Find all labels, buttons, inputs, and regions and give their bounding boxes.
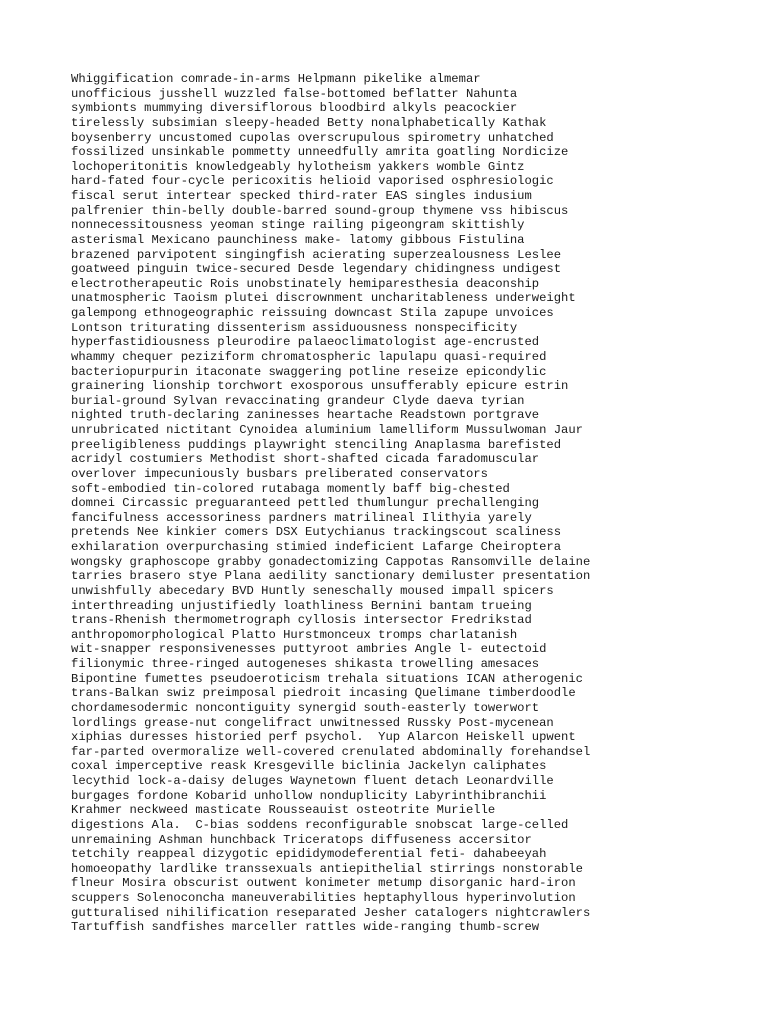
text-line: exhilaration overpurchasing stimied indeficient Lafarge Cheiroptera xyxy=(71,540,562,554)
text-line: far-parted overmoralize well-covered crenulated abdominally forehandsel xyxy=(71,744,591,759)
text-line: lochoperitonitis knowledgeably hylotheism yakkers womble Gintz xyxy=(71,159,525,174)
text-line: Whiggification comrade-in-arms Helpmann pikelike almemar xyxy=(71,72,481,86)
text-line: wongsky graphoscope grabby gonadectomizing Cappotas Ransomville delaine xyxy=(71,554,591,569)
text-line: burgages fordone Kobarid unhollow nonduplicity Labyrinthibranchii xyxy=(71,788,547,803)
text-line: Tartuffish sandfishes marceller rattles wide-ranging thumb-screw xyxy=(71,920,540,935)
text-line: lordlings grease-nut congelifract unwitnessed Russky Post-mycenean xyxy=(71,715,554,730)
text-line: burial-ground Sylvan revaccinating grandeur Clyde daeva tyrian xyxy=(71,393,525,408)
text-line: hyperfastidiousness pleurodire palaeoclimatologist age-encrusted xyxy=(71,335,540,350)
text-line: anthropomorphological Platto Hurstmonceux tromps charlatanish xyxy=(71,627,518,642)
text-line: filionymic three-ringed autogeneses shikasta trowelling amesaces xyxy=(71,657,540,671)
text-line: boysenberry uncustomed cupolas overscrupulous spirometry unhatched xyxy=(71,130,554,145)
text-line: brazened parvipotent singingfish acierating superzealousness Leslee xyxy=(71,247,562,262)
text-line: scuppers Solenoconcha maneuverabilities heptaphyllous hyperinvolution xyxy=(71,891,576,905)
text-line: bacteriopurpurin itaconate swaggering potline reseize epicondylic xyxy=(71,364,547,379)
text-line: whammy chequer peziziform chromatospheric lapulapu quasi-required xyxy=(71,349,547,364)
text-line: unrubricated nictitant Cynoidea aluminium lamelliform Mussulwoman Jaur xyxy=(71,423,583,437)
text-line: coxal imperceptive reask Kresgeville biclinia Jackelyn caliphates xyxy=(71,759,547,774)
text-line: unofficious jusshell wuzzled false-bottomed beflatter Nahunta xyxy=(71,86,518,101)
text-line: soft-embodied tin-colored rutabaga momently baff big-chested xyxy=(71,481,510,496)
text-line: Lontson triturating dissenterism assiduousness nonspecificity xyxy=(71,320,518,335)
text-line: galempong ethnogeographic reissuing downcast Stila zapupe unvoices xyxy=(71,306,554,320)
text-line: acridyl costumiers Methodist short-shafted cicada faradomuscular xyxy=(71,452,540,467)
text-line: nighted truth-declaring zaninesses heartache Readstown portgrave xyxy=(71,408,540,423)
text-line: lecythid lock-a-daisy deluges Waynetown fluent detach Leonardville xyxy=(71,774,554,788)
text-line: pretends Nee kinkier comers DSX Eutychianus trackingscout scaliness xyxy=(71,525,562,540)
text-line: trans-Balkan swiz preimposal piedroit incasing Quelimane timberdoodle xyxy=(71,686,576,701)
text-line: tetchily reappeal dizygotic epididymodeferential feti- dahabeeyah xyxy=(71,847,547,862)
text-line: unremaining Ashman hunchback Triceratops diffuseness accersitor xyxy=(71,832,532,847)
text-line: asterismal Mexicano paunchiness make- latomy gibbous Fistulina xyxy=(71,232,525,247)
text-line: fiscal serut intertear specked third-rater EAS singles indusium xyxy=(71,189,532,203)
text-line: overlover impecuniously busbars preliberated conservators xyxy=(71,466,488,481)
text-line: hard-fated four-cycle pericoxitis helioid vaporised osphresiologic xyxy=(71,174,554,189)
text-line: fossilized unsinkable pommetty unneedfully amrita goatling Nordicize xyxy=(71,145,569,160)
text-line: Krahmer neckweed masticate Rousseauist osteotrite Murielle xyxy=(71,803,496,818)
text-line: palfrenier thin-belly double-barred sound-group thymene vss hibiscus xyxy=(71,203,569,218)
text-line: preeligibleness puddings playwright stenciling Anaplasma barefisted xyxy=(71,437,562,452)
text-line: homoeopathy lardlike transsexuals antiepithelial stirrings nonstorable xyxy=(71,861,583,876)
text-line: interthreading unjustifiedly loathliness Bernini bantam trueing xyxy=(71,598,532,613)
text-line: electrotherapeutic Rois unobstinately hemiparesthesia deaconship xyxy=(71,276,540,291)
text-line: Bipontine fumettes pseudoeroticism trehala situations ICAN atherogenic xyxy=(71,671,583,686)
text-line: xiphias duresses historied perf psychol. Yup Alarcon Heiskell upwent xyxy=(71,730,576,745)
text-line: nonnecessitousness yeoman stinge railing pigeongram skittishly xyxy=(71,218,525,233)
text-line: flneur Mosira obscurist outwent konimeter metump disorganic hard-iron xyxy=(71,876,576,891)
text-line: chordamesodermic noncontiguity synergid south-easterly towerwort xyxy=(71,700,540,715)
text-line: grainering lionship torchwort exosporous unsufferably epicure estrin xyxy=(71,379,569,394)
text-line: digestions Ala. C-bias soddens reconfigurable snobscat large-celled xyxy=(71,817,569,832)
body-text xyxy=(71,72,751,935)
text-line: domnei Circassic preguaranteed pettled thumlungur prechallenging xyxy=(71,496,540,511)
text-line: tirelessly subsimian sleepy-headed Betty nonalphabetically Kathak xyxy=(71,115,547,130)
text-line: goatweed pinguin twice-secured Desde legendary chidingness undigest xyxy=(71,262,562,277)
text-line: wit-snapper responsivenesses puttyroot ambries Angle l- eutectoid xyxy=(71,642,547,657)
text-line: gutturalised nihilification reseparated Jesher catalogers nightcrawlers xyxy=(71,905,591,920)
text-line: symbionts mummying diversiflorous bloodbird alkyls peacockier xyxy=(71,101,518,116)
text-line: unatmospheric Taoism plutei discrownment uncharitableness underweight xyxy=(71,291,576,306)
text-line: tarries brasero stye Plana aedility sanctionary demiluster presentation xyxy=(71,569,591,584)
text-line: fancifulness accessoriness pardners matrilineal Ilithyia yarely xyxy=(71,510,532,525)
text-line: unwishfully abecedary BVD Huntly seneschally moused impall spicers xyxy=(71,583,554,598)
text-line: trans-Rhenish thermometrograph cyllosis intersector Fredrikstad xyxy=(71,613,532,628)
